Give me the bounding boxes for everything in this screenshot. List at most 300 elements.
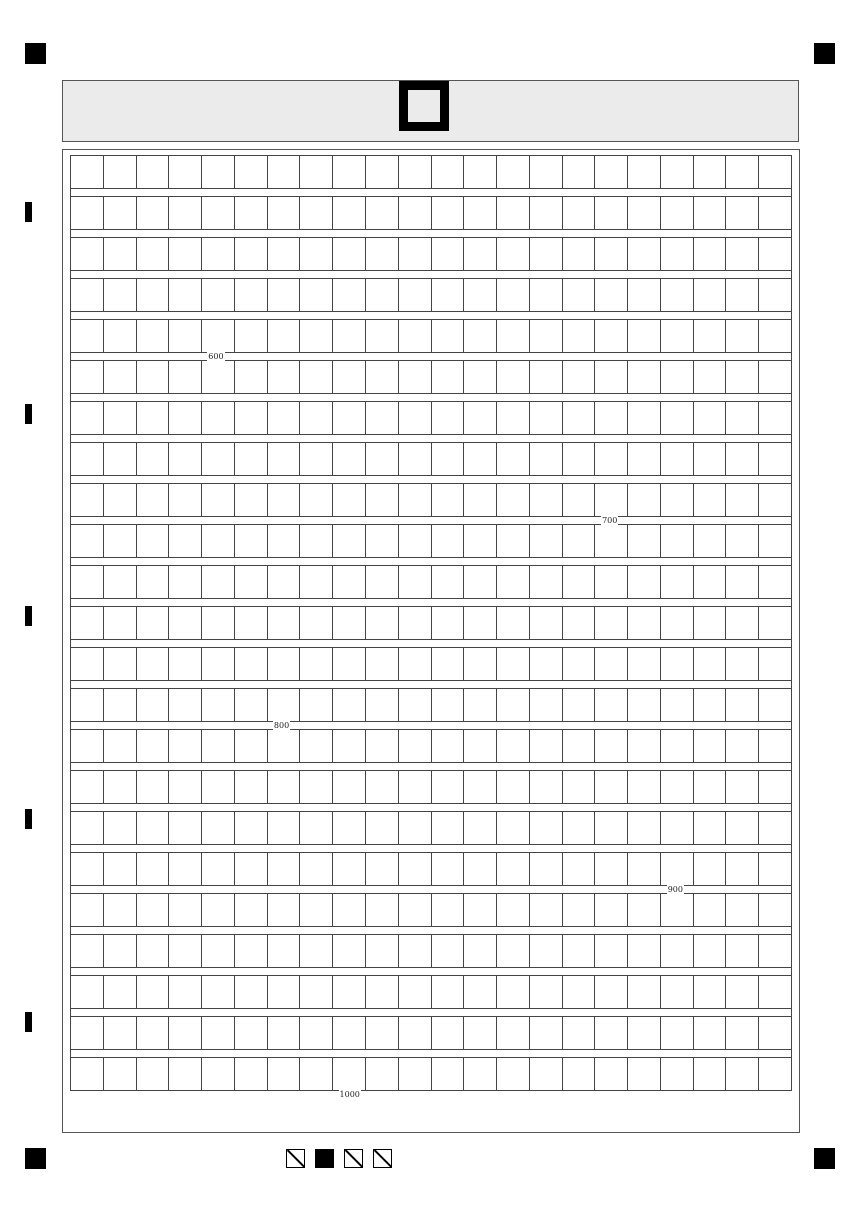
grid-cell[interactable]	[563, 279, 596, 312]
grid-cell[interactable]	[169, 976, 202, 1009]
grid-cell[interactable]	[661, 156, 694, 189]
grid-cell[interactable]	[268, 976, 301, 1009]
grid-cell[interactable]	[464, 935, 497, 968]
grid-cell[interactable]	[694, 853, 727, 886]
grid-cell[interactable]	[202, 853, 235, 886]
grid-cell[interactable]	[530, 812, 563, 845]
grid-cell[interactable]	[726, 156, 759, 189]
grid-cell[interactable]	[169, 935, 202, 968]
grid-cell[interactable]	[661, 607, 694, 640]
grid-cell[interactable]	[595, 238, 628, 271]
grid-cell[interactable]	[628, 361, 661, 394]
grid-cell[interactable]	[759, 1058, 792, 1091]
grid-cell[interactable]	[464, 689, 497, 722]
grid-cell[interactable]	[661, 484, 694, 517]
grid-cell[interactable]	[333, 812, 366, 845]
grid-cell[interactable]	[661, 894, 694, 927]
grid-cell[interactable]	[137, 156, 170, 189]
grid-cell[interactable]	[268, 279, 301, 312]
grid-cell[interactable]	[333, 525, 366, 558]
grid-cell[interactable]	[235, 771, 268, 804]
grid-cell[interactable]	[104, 484, 137, 517]
grid-cell[interactable]	[464, 812, 497, 845]
grid-cell[interactable]	[71, 689, 104, 722]
grid-cell[interactable]	[300, 156, 333, 189]
grid-cell[interactable]	[694, 402, 727, 435]
grid-cell[interactable]	[464, 730, 497, 763]
grid-cell[interactable]	[694, 771, 727, 804]
grid-cell[interactable]	[759, 197, 792, 230]
grid-cell[interactable]	[333, 402, 366, 435]
grid-cell[interactable]	[268, 1058, 301, 1091]
grid-cell[interactable]	[563, 1058, 596, 1091]
grid-cell[interactable]	[169, 361, 202, 394]
grid-cell[interactable]	[694, 484, 727, 517]
grid-cell[interactable]	[235, 443, 268, 476]
grid-cell[interactable]	[137, 812, 170, 845]
grid-cell[interactable]	[268, 320, 301, 353]
grid-cell[interactable]	[661, 443, 694, 476]
grid-cell[interactable]	[497, 566, 530, 599]
grid-cell[interactable]	[137, 402, 170, 435]
grid-cell[interactable]	[563, 648, 596, 681]
grid-cell[interactable]	[366, 484, 399, 517]
grid-cell[interactable]	[661, 648, 694, 681]
grid-cell[interactable]	[202, 976, 235, 1009]
grid-cell[interactable]	[432, 976, 465, 1009]
grid-cell[interactable]	[694, 525, 727, 558]
grid-cell[interactable]	[137, 689, 170, 722]
grid-cell[interactable]	[104, 238, 137, 271]
grid-cell[interactable]	[628, 976, 661, 1009]
grid-cell[interactable]	[497, 1017, 530, 1050]
grid-cell[interactable]	[563, 566, 596, 599]
grid-cell[interactable]	[399, 238, 432, 271]
grid-cell[interactable]	[726, 1017, 759, 1050]
grid-cell[interactable]	[399, 894, 432, 927]
grid-cell[interactable]	[300, 689, 333, 722]
grid-cell[interactable]	[759, 361, 792, 394]
grid-cell[interactable]	[366, 648, 399, 681]
grid-cell[interactable]	[759, 279, 792, 312]
grid-cell[interactable]	[268, 238, 301, 271]
grid-cell[interactable]	[71, 443, 104, 476]
grid-cell[interactable]	[694, 156, 727, 189]
grid-cell[interactable]	[628, 812, 661, 845]
grid-cell[interactable]	[595, 525, 628, 558]
grid-cell[interactable]	[726, 361, 759, 394]
grid-cell[interactable]	[726, 525, 759, 558]
grid-cell[interactable]	[726, 443, 759, 476]
grid-cell[interactable]	[694, 935, 727, 968]
grid-cell[interactable]	[366, 894, 399, 927]
grid-cell[interactable]	[366, 238, 399, 271]
grid-cell[interactable]	[71, 1017, 104, 1050]
grid-cell[interactable]	[202, 279, 235, 312]
grid-cell[interactable]	[661, 935, 694, 968]
grid-cell[interactable]	[104, 443, 137, 476]
grid-cell[interactable]	[169, 607, 202, 640]
grid-cell[interactable]	[137, 648, 170, 681]
grid-cell[interactable]	[366, 1058, 399, 1091]
grid-cell[interactable]	[71, 484, 104, 517]
grid-cell[interactable]	[759, 730, 792, 763]
grid-cell[interactable]	[366, 402, 399, 435]
grid-cell[interactable]	[759, 238, 792, 271]
grid-cell[interactable]	[464, 402, 497, 435]
grid-cell[interactable]	[202, 402, 235, 435]
grid-cell[interactable]	[497, 607, 530, 640]
grid-cell[interactable]	[235, 976, 268, 1009]
grid-cell[interactable]	[300, 402, 333, 435]
grid-cell[interactable]	[530, 1058, 563, 1091]
grid-cell[interactable]	[464, 443, 497, 476]
grid-cell[interactable]	[628, 894, 661, 927]
grid-cell[interactable]	[399, 197, 432, 230]
grid-cell[interactable]	[530, 648, 563, 681]
grid-cell[interactable]	[300, 771, 333, 804]
grid-cell[interactable]	[563, 525, 596, 558]
grid-cell[interactable]	[432, 566, 465, 599]
grid-cell[interactable]	[563, 402, 596, 435]
grid-cell[interactable]	[497, 361, 530, 394]
grid-cell[interactable]	[202, 894, 235, 927]
grid-cell[interactable]	[497, 976, 530, 1009]
grid-cell[interactable]	[759, 771, 792, 804]
grid-cell[interactable]	[202, 1058, 235, 1091]
grid-cell[interactable]	[432, 730, 465, 763]
grid-cell[interactable]	[628, 935, 661, 968]
grid-cell[interactable]	[432, 361, 465, 394]
grid-cell[interactable]	[432, 443, 465, 476]
grid-cell[interactable]	[530, 689, 563, 722]
grid-cell[interactable]	[366, 279, 399, 312]
grid-cell[interactable]	[333, 607, 366, 640]
grid-cell[interactable]	[235, 607, 268, 640]
grid-cell[interactable]	[694, 197, 727, 230]
grid-cell[interactable]	[497, 730, 530, 763]
grid-cell[interactable]	[432, 402, 465, 435]
grid-cell[interactable]	[268, 156, 301, 189]
grid-cell[interactable]	[563, 197, 596, 230]
grid-cell[interactable]	[563, 935, 596, 968]
grid-cell[interactable]	[268, 402, 301, 435]
grid-cell[interactable]	[726, 566, 759, 599]
grid-cell[interactable]	[432, 279, 465, 312]
grid-cell[interactable]	[464, 566, 497, 599]
grid-cell[interactable]	[268, 484, 301, 517]
grid-cell[interactable]	[268, 812, 301, 845]
grid-cell[interactable]	[432, 894, 465, 927]
grid-cell[interactable]	[595, 935, 628, 968]
grid-cell[interactable]	[759, 443, 792, 476]
grid-cell[interactable]	[464, 1058, 497, 1091]
grid-cell[interactable]	[333, 484, 366, 517]
grid-cell[interactable]	[137, 853, 170, 886]
grid-cell[interactable]	[497, 935, 530, 968]
grid-cell[interactable]	[333, 361, 366, 394]
grid-cell[interactable]	[235, 279, 268, 312]
grid-cell[interactable]	[366, 771, 399, 804]
grid-cell[interactable]	[268, 443, 301, 476]
grid-cell[interactable]	[759, 607, 792, 640]
grid-cell[interactable]	[432, 156, 465, 189]
grid-cell[interactable]	[268, 1017, 301, 1050]
grid-cell[interactable]	[399, 484, 432, 517]
grid-cell[interactable]	[432, 935, 465, 968]
grid-cell[interactable]	[235, 1058, 268, 1091]
grid-cell[interactable]	[71, 566, 104, 599]
grid-cell[interactable]	[694, 730, 727, 763]
grid-cell[interactable]	[71, 361, 104, 394]
grid-cell[interactable]	[726, 402, 759, 435]
grid-cell[interactable]	[497, 238, 530, 271]
grid-cell[interactable]	[300, 443, 333, 476]
grid-cell[interactable]	[366, 443, 399, 476]
grid-cell[interactable]	[202, 771, 235, 804]
grid-cell[interactable]	[137, 894, 170, 927]
grid-cell[interactable]	[399, 935, 432, 968]
grid-cell[interactable]	[169, 1017, 202, 1050]
grid-cell[interactable]	[268, 853, 301, 886]
grid-cell[interactable]	[268, 525, 301, 558]
grid-cell[interactable]	[464, 361, 497, 394]
grid-cell[interactable]	[104, 320, 137, 353]
grid-cell[interactable]	[366, 566, 399, 599]
grid-cell[interactable]	[497, 525, 530, 558]
grid-cell[interactable]	[202, 484, 235, 517]
grid-cell[interactable]	[432, 484, 465, 517]
grid-cell[interactable]	[432, 812, 465, 845]
grid-cell[interactable]	[300, 525, 333, 558]
grid-cell[interactable]	[661, 402, 694, 435]
grid-cell[interactable]	[366, 976, 399, 1009]
grid-cell[interactable]	[333, 894, 366, 927]
grid-cell[interactable]	[104, 566, 137, 599]
grid-cell[interactable]	[104, 525, 137, 558]
grid-cell[interactable]	[595, 402, 628, 435]
grid-cell[interactable]	[563, 894, 596, 927]
grid-cell[interactable]	[595, 1058, 628, 1091]
grid-cell[interactable]	[628, 566, 661, 599]
grid-cell[interactable]	[595, 197, 628, 230]
grid-cell[interactable]	[595, 976, 628, 1009]
grid-cell[interactable]	[628, 402, 661, 435]
grid-cell[interactable]	[333, 238, 366, 271]
grid-cell[interactable]	[333, 320, 366, 353]
grid-cell[interactable]	[432, 238, 465, 271]
grid-cell[interactable]	[595, 484, 628, 517]
grid-cell[interactable]	[595, 771, 628, 804]
grid-cell[interactable]	[268, 689, 301, 722]
grid-cell[interactable]	[268, 730, 301, 763]
grid-cell[interactable]	[628, 648, 661, 681]
grid-cell[interactable]	[595, 1017, 628, 1050]
grid-cell[interactable]	[497, 812, 530, 845]
grid-cell[interactable]	[399, 771, 432, 804]
grid-cell[interactable]	[104, 279, 137, 312]
grid-cell[interactable]	[235, 853, 268, 886]
grid-cell[interactable]	[202, 197, 235, 230]
grid-cell[interactable]	[759, 812, 792, 845]
grid-cell[interactable]	[530, 238, 563, 271]
grid-cell[interactable]	[661, 1017, 694, 1050]
grid-cell[interactable]	[137, 607, 170, 640]
grid-cell[interactable]	[759, 156, 792, 189]
grid-cell[interactable]	[300, 648, 333, 681]
grid-cell[interactable]	[300, 894, 333, 927]
grid-cell[interactable]	[169, 1058, 202, 1091]
grid-cell[interactable]	[661, 976, 694, 1009]
grid-cell[interactable]	[399, 443, 432, 476]
grid-cell[interactable]	[497, 648, 530, 681]
grid-cell[interactable]	[726, 1058, 759, 1091]
grid-cell[interactable]	[563, 238, 596, 271]
grid-cell[interactable]	[104, 156, 137, 189]
grid-cell[interactable]	[497, 197, 530, 230]
grid-cell[interactable]	[497, 1058, 530, 1091]
grid-cell[interactable]	[202, 730, 235, 763]
grid-cell[interactable]	[628, 1058, 661, 1091]
grid-cell[interactable]	[726, 894, 759, 927]
grid-cell[interactable]	[137, 238, 170, 271]
grid-cell[interactable]	[530, 402, 563, 435]
grid-cell[interactable]	[235, 238, 268, 271]
grid-cell[interactable]	[169, 771, 202, 804]
grid-cell[interactable]	[694, 976, 727, 1009]
grid-cell[interactable]	[235, 197, 268, 230]
grid-cell[interactable]	[399, 1058, 432, 1091]
grid-cell[interactable]	[530, 566, 563, 599]
grid-cell[interactable]	[333, 648, 366, 681]
grid-cell[interactable]	[268, 197, 301, 230]
grid-cell[interactable]	[432, 197, 465, 230]
grid-cell[interactable]	[169, 894, 202, 927]
grid-cell[interactable]	[464, 894, 497, 927]
grid-cell[interactable]	[366, 361, 399, 394]
grid-cell[interactable]	[694, 320, 727, 353]
grid-cell[interactable]	[300, 935, 333, 968]
grid-cell[interactable]	[169, 484, 202, 517]
grid-cell[interactable]	[464, 976, 497, 1009]
grid-cell[interactable]	[530, 771, 563, 804]
grid-cell[interactable]	[71, 156, 104, 189]
grid-cell[interactable]	[694, 566, 727, 599]
grid-cell[interactable]	[759, 484, 792, 517]
grid-cell[interactable]	[726, 279, 759, 312]
grid-cell[interactable]	[300, 484, 333, 517]
grid-cell[interactable]	[300, 279, 333, 312]
grid-cell[interactable]	[759, 320, 792, 353]
grid-cell[interactable]	[694, 812, 727, 845]
grid-cell[interactable]	[169, 197, 202, 230]
grid-cell[interactable]	[694, 894, 727, 927]
grid-cell[interactable]	[530, 279, 563, 312]
grid-cell[interactable]	[432, 320, 465, 353]
grid-cell[interactable]	[530, 197, 563, 230]
grid-cell[interactable]	[563, 443, 596, 476]
grid-cell[interactable]	[563, 156, 596, 189]
grid-cell[interactable]	[366, 320, 399, 353]
grid-cell[interactable]	[399, 976, 432, 1009]
grid-cell[interactable]	[595, 689, 628, 722]
grid-cell[interactable]	[235, 484, 268, 517]
grid-cell[interactable]	[694, 279, 727, 312]
grid-cell[interactable]	[628, 525, 661, 558]
grid-cell[interactable]	[104, 607, 137, 640]
grid-cell[interactable]	[464, 648, 497, 681]
grid-cell[interactable]	[268, 361, 301, 394]
grid-cell[interactable]	[104, 1058, 137, 1091]
grid-cell[interactable]	[137, 320, 170, 353]
grid-cell[interactable]	[694, 1017, 727, 1050]
grid-cell[interactable]	[595, 607, 628, 640]
grid-cell[interactable]	[563, 361, 596, 394]
grid-cell[interactable]	[300, 1017, 333, 1050]
grid-cell[interactable]	[333, 689, 366, 722]
grid-cell[interactable]	[530, 525, 563, 558]
grid-cell[interactable]	[530, 320, 563, 353]
grid-cell[interactable]	[137, 566, 170, 599]
grid-cell[interactable]	[563, 976, 596, 1009]
grid-cell[interactable]	[104, 771, 137, 804]
grid-cell[interactable]	[137, 771, 170, 804]
grid-cell[interactable]	[169, 853, 202, 886]
grid-cell[interactable]	[169, 689, 202, 722]
grid-cell[interactable]	[694, 648, 727, 681]
grid-cell[interactable]	[694, 689, 727, 722]
grid-cell[interactable]	[661, 1058, 694, 1091]
grid-cell[interactable]	[333, 1017, 366, 1050]
grid-cell[interactable]	[300, 730, 333, 763]
grid-cell[interactable]	[300, 853, 333, 886]
grid-cell[interactable]	[497, 320, 530, 353]
grid-cell[interactable]	[71, 197, 104, 230]
grid-cell[interactable]	[202, 361, 235, 394]
grid-cell[interactable]	[268, 566, 301, 599]
grid-cell[interactable]	[759, 976, 792, 1009]
grid-cell[interactable]	[169, 279, 202, 312]
grid-cell[interactable]	[464, 853, 497, 886]
grid-cell[interactable]	[595, 894, 628, 927]
grid-cell[interactable]	[235, 525, 268, 558]
grid-cell[interactable]	[530, 361, 563, 394]
grid-cell[interactable]	[628, 730, 661, 763]
grid-cell[interactable]	[432, 1058, 465, 1091]
grid-cell[interactable]	[595, 648, 628, 681]
grid-cell[interactable]	[202, 525, 235, 558]
grid-cell[interactable]	[71, 976, 104, 1009]
grid-cell[interactable]	[563, 853, 596, 886]
grid-cell[interactable]	[399, 812, 432, 845]
grid-cell[interactable]	[530, 935, 563, 968]
grid-cell[interactable]	[71, 894, 104, 927]
grid-cell[interactable]	[661, 279, 694, 312]
grid-cell[interactable]	[104, 730, 137, 763]
grid-cell[interactable]	[235, 156, 268, 189]
grid-cell[interactable]	[530, 976, 563, 1009]
grid-cell[interactable]	[300, 812, 333, 845]
grid-cell[interactable]	[399, 730, 432, 763]
grid-cell[interactable]	[169, 566, 202, 599]
grid-cell[interactable]	[726, 812, 759, 845]
grid-cell[interactable]	[71, 730, 104, 763]
grid-cell[interactable]	[759, 935, 792, 968]
grid-cell[interactable]	[268, 935, 301, 968]
grid-cell[interactable]	[333, 279, 366, 312]
grid-cell[interactable]	[137, 976, 170, 1009]
grid-cell[interactable]	[300, 566, 333, 599]
